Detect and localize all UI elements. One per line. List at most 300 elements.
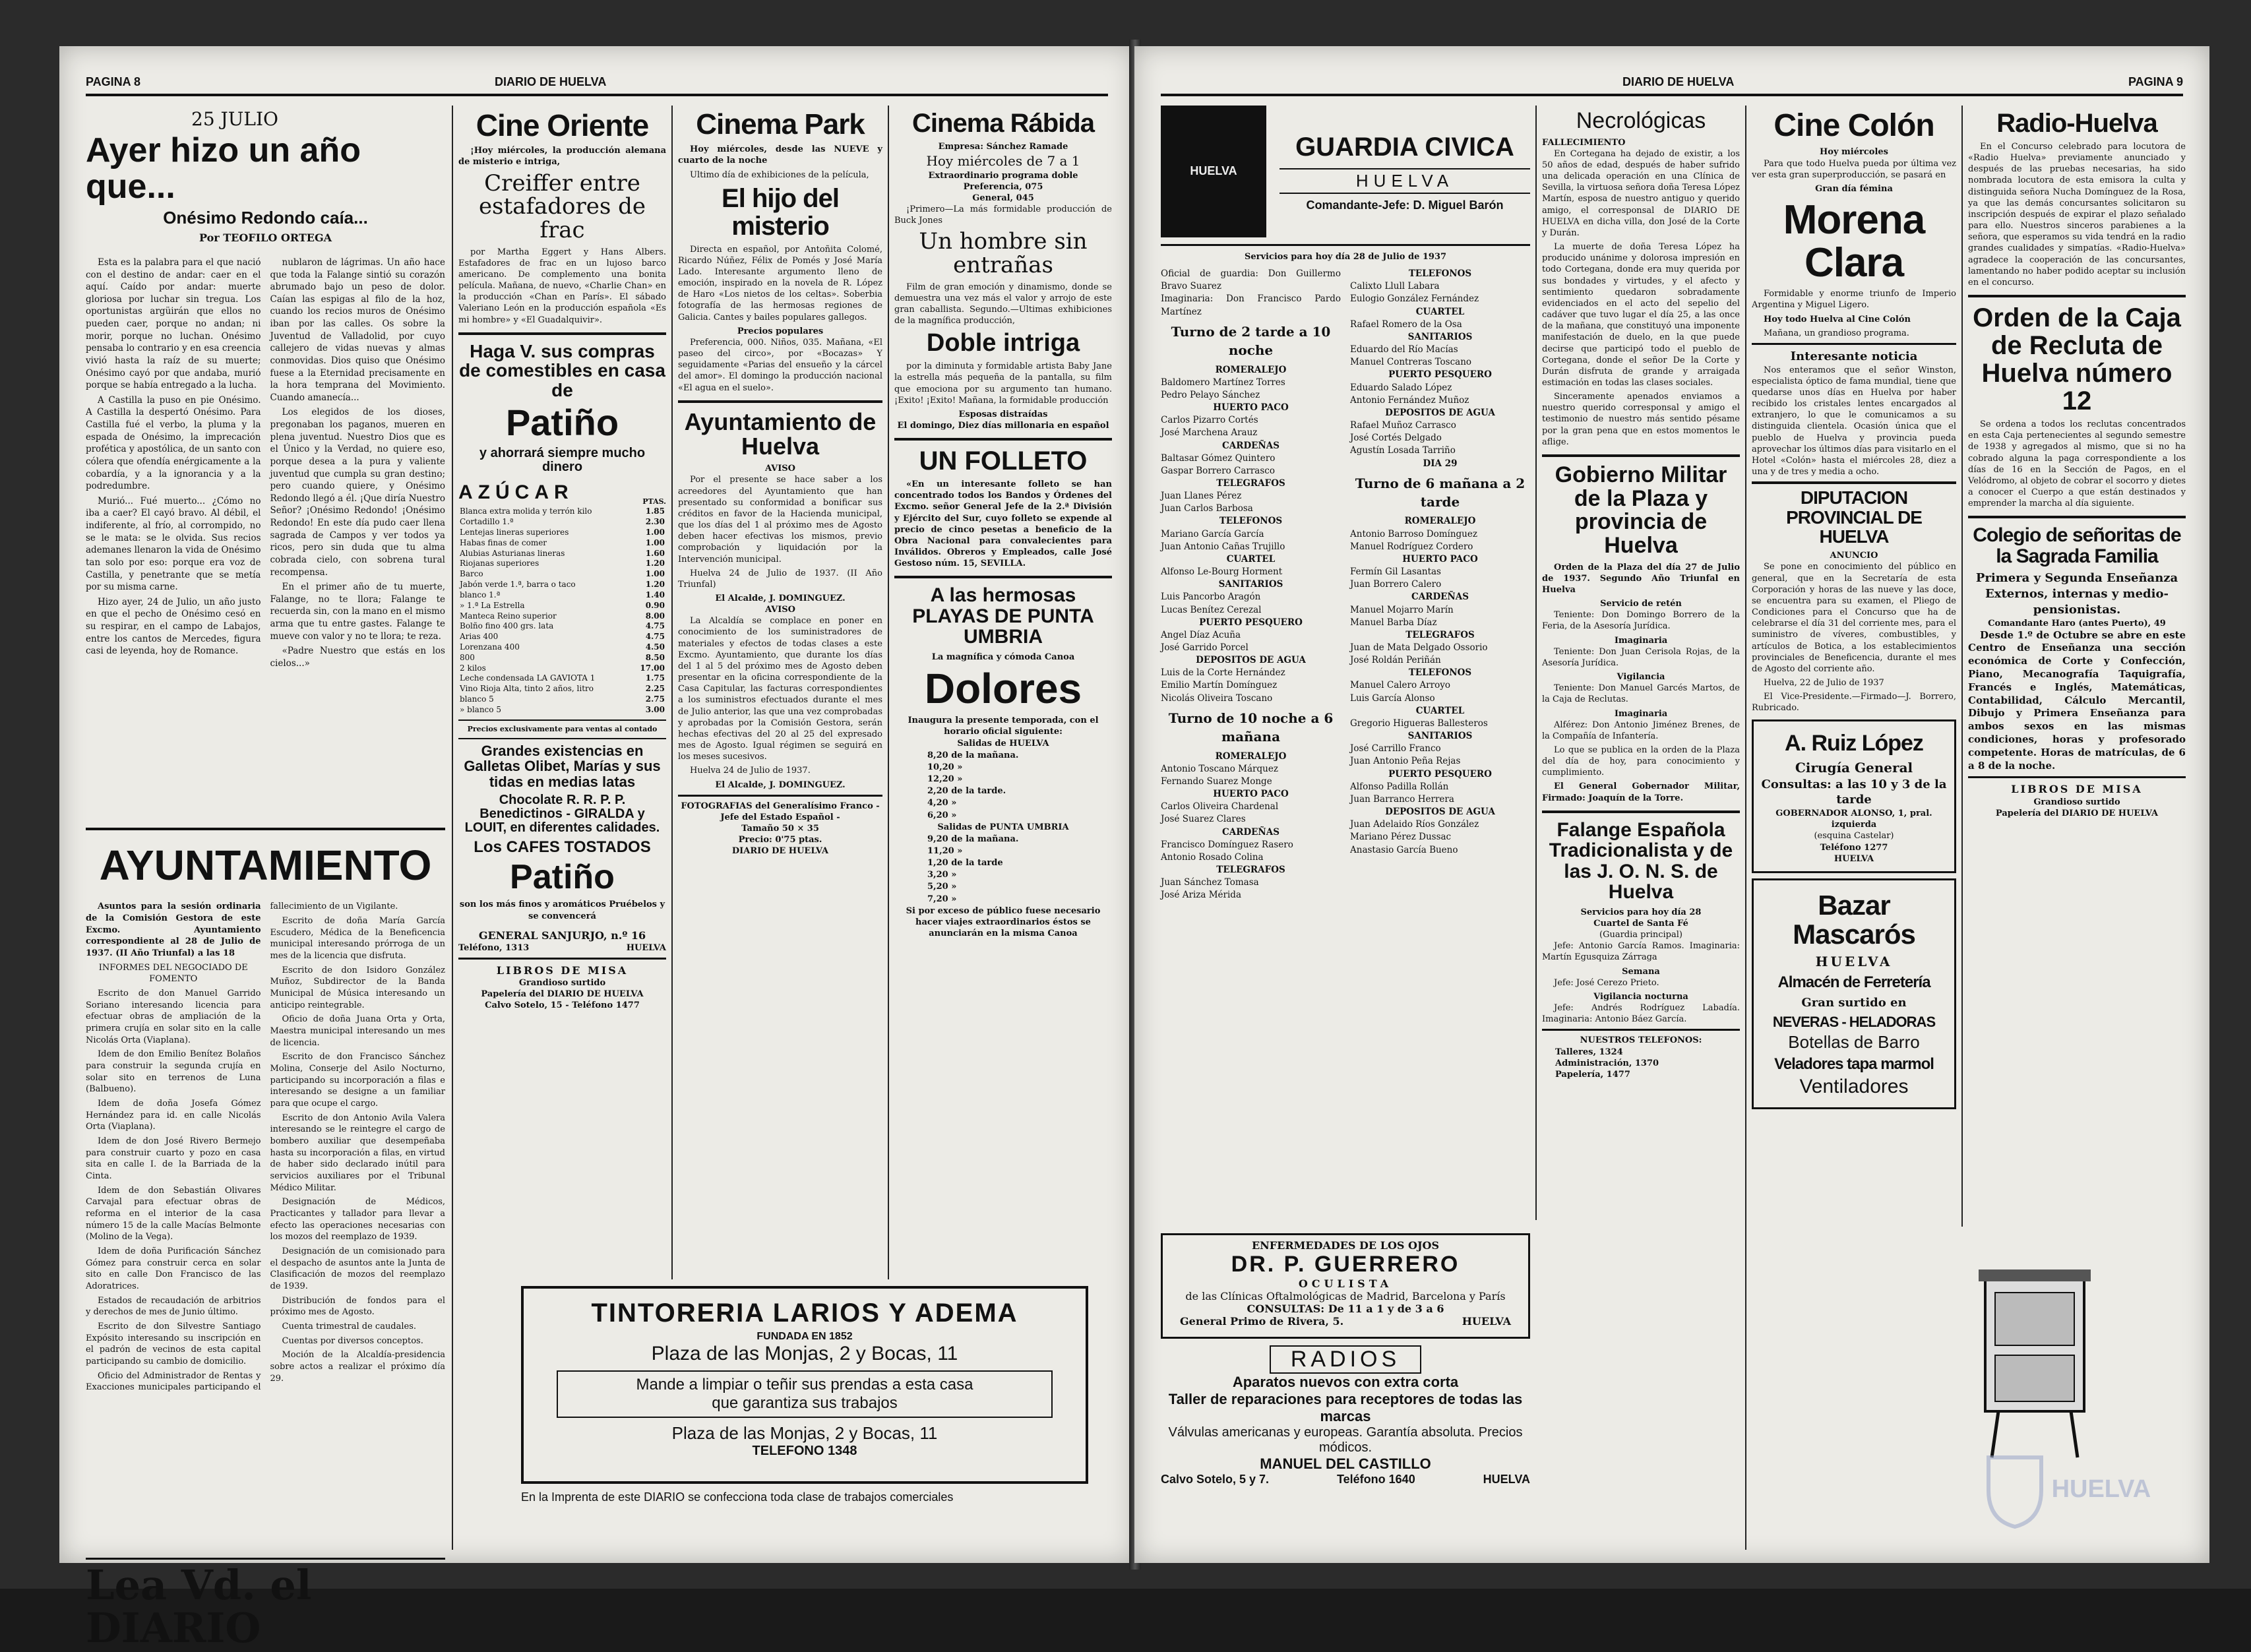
guardia-name: Fernando Suarez Monge bbox=[1161, 776, 1272, 787]
guardia-services: Servicios para hoy día 28 de Julio de 1937 bbox=[1244, 252, 1447, 262]
price-row bbox=[458, 590, 666, 601]
bazar-line: NEVERAS - HELADORAS bbox=[1772, 1014, 1936, 1031]
ayuntamiento-item: Idem de don Sebastián Olivares Carvajal para efectuar obras de reforma en el interior de la casa número 15 de la calle Macías Belmonte (Molino de la Vega). bbox=[86, 1185, 261, 1242]
price-table bbox=[458, 506, 666, 716]
right-column-2 bbox=[1542, 106, 1740, 1550]
price-row bbox=[458, 621, 666, 632]
guardia-heading: SANITARIOS bbox=[1407, 331, 1473, 342]
price-row bbox=[458, 684, 666, 694]
guardia-name: Antonio Rosado Colina bbox=[1161, 851, 1264, 863]
folleto-text: «En un interesante folleto se han concentrado todos los Bandos y Órdenes del Excmo. señor General Jefe de la 2.ª División y Ejército del Sur, cuyo folleto se expende al precio de cinco pesetas a beneficio de la Obra Nacional para convalecientes para Inválidos. Obreros y Empleados, calle José Gestoso núm. 15, SEVILLA. bbox=[894, 479, 1112, 569]
price-value: 2.30 bbox=[645, 517, 665, 527]
watermark-text: HUELVA bbox=[2051, 1475, 2151, 1504]
guardia-name: Pedro Pelayo Sánchez bbox=[1161, 389, 1260, 400]
guardia-name: Juan Barranco Herrera bbox=[1350, 793, 1454, 805]
necrologicas-text: Sinceramente apenados enviamos a nuestro querido corresponsal y amigo el testimonio de nuestro más sentido pésame por la gran pena que en estos momentos le aflige. bbox=[1542, 392, 1740, 447]
left-column-2 bbox=[458, 106, 666, 1279]
guardia-heading: SANITARIOS bbox=[1218, 579, 1283, 590]
tintoreria-title: TINTORERIA LARIOS Y ADEMA bbox=[591, 1299, 1018, 1328]
article-paragraph: Murió... Fué muerto... ¿Cómo no iba a caer? El cayó bravo. Al débil, el indiferente, al frío, al corrompido, no se le mata: se le olvida. Sus recios ademanes llenaron la vida de Onésimo tan solo por eso: porque era voz de Castilla, y penetrante que se metía por su misma carne. bbox=[86, 495, 261, 593]
guardia-chief: Comandante-Jefe: D. Miguel Barón bbox=[1306, 198, 1504, 212]
guardia-name: Oficial de guardia: Don Guillermo Bravo Suarez bbox=[1161, 268, 1341, 292]
price-row bbox=[458, 611, 666, 622]
ayuntamiento-item: Escrito de don Francisco Sánchez Molina, Conserje del Asilo Nocturno, participando su incorporación a filas e interesando se designe a un familiar para que ocupe el cargo. bbox=[270, 1052, 445, 1109]
bazar-line: Gran surtido en bbox=[1801, 995, 1907, 1010]
guardia-name: Carlos Pizarro Cortés bbox=[1161, 415, 1258, 426]
ayuntamiento-intro: Asuntos para la sesión ordinaria de la Comisión Gestora de este Excmo. Ayuntamiento correspondiente al 28 de Julio de 1937. (II Año Triunfal) a las 18 bbox=[86, 902, 261, 958]
price-value: 2.25 bbox=[645, 684, 665, 694]
guardia-name: Alfonso Padilla Rollán bbox=[1350, 781, 1449, 792]
rabida-film-2: Doble intriga bbox=[926, 329, 1080, 357]
reclutas-text: Se ordena a todos los reclutas concentrados en esta Caja pertenecientes al segundo semestre de 1938 y agregados al mismo, que si no ha cobrado alguna la paga correspondiente a los días de 16 en la Sección de Pagos, en el Velódromo, al objeto de cobrar el socorro y dietes a conocer el Cuerpo a que están destinados y emprender la marcha al día siguiente. bbox=[1968, 419, 2186, 509]
patino-name: Patiño bbox=[505, 401, 619, 443]
guardia-heading: HUERTO PACO bbox=[1213, 402, 1289, 413]
cinema-park-film: El hijo del misterio bbox=[722, 183, 839, 241]
article-paragraph: «Padre Nuestro que estás en los cielos...» bbox=[270, 646, 445, 669]
aviso-label-2: AVISO bbox=[764, 605, 796, 615]
noticia-text: Nos enteramos que el señor Winston, especialista óptico de fama mundial, tiene que quedarse unos días en Huelva por haber recibido los cristales lentes encargados al extranjero, lo que le comunicamos a su distinguida clientela. Ocasión única que el pueblo de Huelva y provincia pueda aprovechar los últimos días para visitarlo en el Hotel «Colón» hasta el miércoles 28, diez a una y de tres y media a ocho. bbox=[1752, 365, 1956, 477]
noticia-title: Interesante noticia bbox=[1790, 349, 1918, 363]
fotografias-where: DIARIO DE HUELVA bbox=[731, 846, 829, 857]
guardia-name: José Cortés Delgado bbox=[1350, 433, 1442, 444]
rabida-film-3: Esposas distraídas bbox=[958, 409, 1048, 419]
departure-time: 2,20 de la tarde. bbox=[927, 786, 1006, 797]
patino-address: GENERAL SANJURJO, n.º 16 bbox=[478, 929, 646, 942]
ayuntamiento-item: Idem de doña Josefa Gómez Hernández para id. en calle Nicolás Orta (Viaplana). bbox=[86, 1098, 261, 1132]
ruiz-address-2: (esquina Castelar) bbox=[1814, 831, 1894, 841]
guardia-heading: CARDEÑAS bbox=[1411, 592, 1469, 603]
rabida-empresa: Empresa: Sánchez Ramade bbox=[938, 142, 1068, 152]
radios-address: Calvo Sotelo, 5 y 7. bbox=[1161, 1473, 1270, 1486]
falange-label: Semana bbox=[1622, 966, 1660, 977]
oculista-box: ENFERMEDADES DE LOS OJOS bbox=[1251, 1239, 1439, 1252]
departure-time: 6,20 » bbox=[927, 810, 957, 820]
price-row bbox=[458, 528, 666, 538]
article-paragraph: Esta es la palabra para el que nació con el destino de andar: caer en el aquí. Caído por andar: muerte gloriosa por luchar sin tregua. Los oportunistas argüirán que ellos no pueden caer, porque no andan; ni morir, porque no luchan. Onésimo pensaba lo contrario y en esa creencia vivió hasta la raíz de su muerte; Onésimo cayó por que andaba, murió porque se había entregado a la lucha. bbox=[86, 257, 261, 391]
price-value: 4.75 bbox=[645, 632, 665, 642]
guardia-heading: DEPOSITOS DE AGUA bbox=[1385, 807, 1495, 818]
guardia-name: Manuel Calero Arroyo bbox=[1350, 680, 1450, 691]
price-item: Barco bbox=[460, 569, 483, 579]
radios-line: Taller de reparaciones para receptores de todas las marcas bbox=[1168, 1391, 1523, 1424]
cine-colon-text: Para que todo Huelva pueda por última vez ver esta gran superproducción, se pasará en bbox=[1752, 158, 1956, 180]
cine-oriente-title: Cine Oriente bbox=[476, 108, 649, 142]
cinema-park-prices-title: Precios populares bbox=[737, 326, 824, 336]
guardia-name: Luis de la Corte Hernández bbox=[1161, 667, 1285, 679]
guardia-name: Fermín Gil Lasantas bbox=[1350, 566, 1441, 578]
falange-text: Jefe: Andrés Rodríguez Labadía. Imaginaria: Antonio Báez García. bbox=[1542, 1003, 1740, 1025]
colegio-title: Colegio de señoritas de la Sagrada Familia bbox=[1973, 524, 2181, 567]
ayuntamiento-item: Escrito de don Silvestre Santiago Expósito interesando su inscripción en el padrón de vecinos de esta capital participando su cambio de domicilio. bbox=[86, 1322, 261, 1367]
playas-note: Si por exceso de público fuese necesario hacer viajes extraordinarios éstos se anunciarán en la misma Canoa bbox=[906, 905, 1101, 939]
fotografias-size: Tamaño 50 × 35 bbox=[741, 823, 819, 834]
price-row bbox=[458, 538, 666, 549]
oculista-city: HUELVA bbox=[1462, 1315, 1511, 1328]
masthead-small: DIARIO DE HUELVA bbox=[495, 75, 607, 88]
departure-time: 8,20 de la mañana. bbox=[927, 750, 1019, 760]
cine-oriente-intro: ¡Hoy miércoles, la producción alemana de misterio e intriga, bbox=[458, 146, 666, 168]
guardia-name: Mariano Pérez Dussac bbox=[1350, 832, 1452, 843]
playas-text: Inaugura la presente temporada, con el horario oficial siguiente: bbox=[908, 716, 1099, 737]
shield-icon bbox=[1985, 1451, 2045, 1530]
radios-phone: Teléfono 1640 bbox=[1337, 1473, 1415, 1486]
guardia-name: Juan Antonio Cañas Trujillo bbox=[1161, 541, 1285, 552]
falange-text: Jefe: Antonio García Ramos. Imaginaria: Martín Egusquiza Zárraga bbox=[1542, 941, 1740, 963]
cine-oriente-film: Creiffer entre estafadores de frac bbox=[478, 169, 646, 243]
salidas-punta-title: Salidas de PUNTA UMBRIA bbox=[937, 822, 1069, 832]
guardia-heading: PUERTO PESQUERO bbox=[1388, 768, 1492, 780]
article-paragraph: nublaron de lágrimas. Un año hace que toda la Falange sintió su corazón abrumado bajo un peso de dolor. Caían las espigas al filo de la hoz, cuando los recios muros de Onésimo iban por las calles. Os sobre la Juventud de Valladolid, por cuyo callejero de vidas nuevas y almas conmovidas. Dios quiso que Onésimo fuese a la Eternidad precisamente en la hora temprana del Movimiento. Cuando amanecía... bbox=[270, 257, 445, 403]
ptas-label: PTAS. bbox=[642, 497, 666, 506]
ayuntamiento-item: Escrito de don Isidoro González Muñoz, Subdirector de la Banda Municipal de Música interesando un anticipo reintegrable. bbox=[270, 965, 445, 1010]
price-row bbox=[458, 663, 666, 674]
falange-services: Servicios para hoy día 28 bbox=[1580, 907, 1702, 917]
cinema-park-title: Cinema Park bbox=[696, 108, 865, 140]
article-byline: Por TEOFILO ORTEGA bbox=[199, 231, 332, 244]
price-row bbox=[458, 580, 666, 590]
playas-title: A las hermosas PLAYAS DE PUNTA UMBRIA bbox=[912, 584, 1094, 648]
ruiz-name: A. Ruiz López bbox=[1785, 730, 1923, 756]
gobierno-label: Vigilancia bbox=[1617, 672, 1665, 683]
falange-guard: (Guardia principal) bbox=[1599, 930, 1682, 940]
ayuntamiento-item: Cuenta trimestral de caudales. bbox=[282, 1322, 417, 1332]
price-item: blanco 5 bbox=[460, 694, 494, 704]
gobierno-order: Orden de la Plaza del día 27 de Julio de 1937. Segundo Año Triunfal en Huelva bbox=[1542, 562, 1740, 595]
guardia-name: Manuel Barba Díaz bbox=[1350, 617, 1437, 628]
tintoreria-founded: FUNDADA EN 1852 bbox=[756, 1331, 853, 1342]
ayuntamiento-item: Moción de la Alcaldía-presidencia sobre actos a realizar el próximo día 29. bbox=[270, 1350, 445, 1384]
reclutas-title: Orden de la Caja de Recluta de Huelva número 12 bbox=[1973, 303, 2181, 416]
dolores-name: Dolores bbox=[924, 665, 1082, 713]
right-page bbox=[1134, 46, 2209, 1563]
gobierno-text: Alférez: Don Antonio Jiménez Brenes, de la Compañía de Infantería. bbox=[1542, 719, 1740, 741]
guardia-name: Manuel Rodríguez Cordero bbox=[1350, 541, 1473, 552]
guardia-name: Juan Carlos Barbosa bbox=[1161, 503, 1253, 514]
rabida-program: Extraordinario programa doble bbox=[928, 170, 1078, 181]
price-value: 17.00 bbox=[640, 663, 665, 673]
ayuntamiento-item: Escrito de don Manuel Garrido Soriano interesando licencia para efectuar obras de ampliación de la primera crujía en solar sito en la calle Nicolás Orta (Viaplana). bbox=[86, 988, 261, 1045]
radios-line: Válvulas americanas y europeas. Garantía absoluta. Precios módicos. bbox=[1168, 1425, 1523, 1455]
article-body bbox=[86, 257, 445, 824]
cine-colon-today: Hoy miércoles bbox=[1820, 147, 1888, 158]
folleto-title: UN FOLLETO bbox=[919, 446, 1088, 476]
gobierno-title: Gobierno Militar de la Plaza y provincia de Huelva bbox=[1555, 462, 1727, 558]
guardia-heading: CUARTEL bbox=[1226, 553, 1276, 565]
price-row bbox=[458, 506, 666, 517]
cine-colon-text: Mañana, un grandioso programa. bbox=[1764, 328, 1909, 338]
oculista-text: de las Clínicas Oftalmológicas de Madrid, Barcelona y París bbox=[1185, 1290, 1506, 1302]
guardia-heading: PUERTO PESQUERO bbox=[1388, 369, 1492, 381]
guardia-name: Antonio Fernández Muñoz bbox=[1350, 394, 1469, 406]
article-title: Ayer hizo un año que... bbox=[86, 131, 361, 206]
right-page-header bbox=[1161, 73, 2183, 96]
rabida-title: Cinema Rábida bbox=[912, 109, 1094, 138]
tintoreria-address-2: Plaza de las Monjas, 2 y Bocas, 11 bbox=[671, 1423, 938, 1443]
departure-time: 9,20 de la mañana. bbox=[927, 834, 1019, 844]
falange-text: Jefe: José Cerezo Prieto. bbox=[1554, 977, 1659, 988]
price-item: Manteca Reino superior bbox=[460, 611, 557, 621]
guardia-heading: TELEFONOS bbox=[1219, 516, 1283, 527]
ayuntamiento-item: Escrito de doña María García Escudero, Médica de la Beneficencia municipal interesando prórroga de un mes de la licencia que disfruta. bbox=[270, 915, 445, 961]
guardia-name: Francisco Domínguez Rasero bbox=[1161, 839, 1293, 850]
price-row bbox=[458, 569, 666, 580]
article-subtitle: Onésimo Redondo caía... bbox=[163, 207, 368, 228]
rabida-text-4: El domingo, Diez días millonaria en español bbox=[897, 421, 1109, 431]
playas-sub: La magnífica y cómoda Canoa bbox=[931, 652, 1075, 662]
departure-time: 5,20 » bbox=[927, 882, 957, 892]
colegio-text: Desde 1.º de Octubre se abre en este Centro de Enseñanza una sección económica de Corte y Confección, Piano, Mecanografía Taquigrafía, Francés e Inglés, Matemáticas, Contabilidad, Cálculo Mercantil, Dibujo y Primera Enseñanza para ambos sexos en las mismas condiciones, horas y profesorado competente. Horas de matrículas, de 6 a 8 de la noche. bbox=[1968, 628, 2186, 772]
necrologicas-sub: FALLECIMIENTO bbox=[1542, 137, 1626, 148]
price-item: Cortadillo 1.ª bbox=[460, 517, 514, 527]
guardia-name: Juan Adelaido Ríos González bbox=[1350, 819, 1479, 830]
gobierno-text: Lo que se publica en la orden de la Plaza del día de hoy, para conocimiento y cumplimiento. bbox=[1542, 745, 1740, 778]
price-item: blanco 1.ª bbox=[460, 590, 501, 599]
guardia-name: José Marchena Arauz bbox=[1161, 427, 1258, 439]
guardia-heading: Turno de 6 mañana a 2 tarde bbox=[1355, 475, 1526, 510]
cinema-park-prices-text: Preferencia, 000. Niños, 035. Mañana, «El paseo del circo», por «Bocazas» Y seguidamente «Parias del ensueño y la cárcel del amor». El domingo la producción nacional «El agua en el suelo». bbox=[678, 337, 882, 393]
patino-name-2: Patiño bbox=[510, 857, 615, 896]
date-label: 25 JULIO bbox=[191, 108, 278, 130]
aviso-text: Por el presente se hace saber a los acreedores del Ayuntamiento que han presentado su conformidad a bonificar sus créditos en favor de la Hacienda municipal, que los días del 1 al próximo mes de Agosto deben hacer efectivas los mismos, previo comprobación y liquidación por la Intervención municipal. bbox=[678, 475, 882, 565]
guardia-name: Baltasar Gómez Quintero bbox=[1161, 452, 1276, 464]
guardia-name: Luis García Alonso bbox=[1350, 692, 1435, 704]
colegio-sub: Primera y Segunda Enseñanza Externos, internas y medio-pensionistas. bbox=[1975, 571, 2178, 617]
ayuntamiento-item: Escrito de don Antonio Avila Valera interesando se le reintegre el cargo de bombero auxiliar que desempeñaba hasta su incorporación a filas, en virtud de haber sido declarado inútil para servicios auxiliares por el Tribunal Médico Militar. bbox=[270, 1113, 445, 1193]
cafes-title: Los CAFES TOSTADOS bbox=[474, 838, 651, 856]
guardia-heading: DIA 29 bbox=[1423, 458, 1458, 469]
aviso-signature-2: El Alcalde, J. DOMINGUEZ. bbox=[715, 780, 846, 790]
price-item: Arias 400 bbox=[460, 632, 499, 642]
gobierno-sign: El General Gobernador Militar, Firmado: Joaquín de la Torre. bbox=[1542, 781, 1740, 803]
necrologicas-text: La muerte de doña Teresa López ha producido unánime y dolorosa impresión en todo Cortegana, donde era muy querida por sus bondades y virtudes, y el afecto y sentimiento quedaron sobradamente evidenciados en el acto del sepelio del cadáver que tuvo lugar el día 25, a las once de la mañana, que constituyó una imponente manifestación de duelo, en la que puede decirse que participó todo el pueblo de Cortegana, donde el señor De la Corte y Durán disfruta de grande y arraigada estimación en todas las clases sociales. bbox=[1542, 242, 1740, 388]
article-paragraph: En el primer año de tu muerte, Falange, no te llora; Falange te recuerda sin, con la mano en el mismo arma que tu entre gastes. Falange te mueve con valor y no te llora; te reza. bbox=[270, 582, 445, 642]
oculista-address: General Primo de Rivera, 5. bbox=[1180, 1315, 1344, 1328]
oculista-hours: CONSULTAS: De 11 a 1 y de 3 a 6 bbox=[1247, 1302, 1444, 1315]
patino-lead: Haga V. sus compras de comestibles en casa de bbox=[459, 340, 665, 400]
price-value: 1.40 bbox=[645, 590, 665, 599]
price-item: Vino Rioja Alta, tinto 2 años, litro bbox=[460, 684, 594, 694]
guardia-heading: CUARTEL bbox=[1415, 705, 1465, 716]
guardia-heading: PUERTO PESQUERO bbox=[1199, 617, 1303, 628]
article-paragraph: Hizo ayer, 24 de Julio, un año justo en que el pecho de Onésimo cesó en su respirar, en el campo de Labajos, entre los cantos de Mercedes, figura casi de leyenda, hoy de Romance. bbox=[86, 596, 261, 657]
guardia-name: Manuel Contreras Toscano bbox=[1350, 357, 1472, 368]
left-column-1 bbox=[86, 106, 445, 1652]
guardia-city: HUELVA bbox=[1280, 168, 1530, 193]
guardia-heading: DEPOSITOS DE AGUA bbox=[1196, 655, 1306, 666]
guardia-name: Manuel Mojarro Marín bbox=[1350, 604, 1454, 615]
price-item: Lorenzana 400 bbox=[460, 642, 520, 652]
price-item: Blanca extra molida y terrón kilo bbox=[460, 506, 592, 516]
oculista-title: OCULISTA bbox=[1298, 1277, 1393, 1290]
article-paragraph: A Castilla la puso en pie Onésimo. A Castilla la despertó Onésimo. Para Castilla fué el verbo, la pluma y la espada de Onésimo, la imprecación profética y apostólica, de un santo con cólera que ofendía enérgicamente a la cobardía, y a la ignorancia y a la podredumbre. bbox=[86, 394, 261, 492]
price-value: 1.20 bbox=[645, 580, 665, 590]
guardia-name: Imaginaria: Don Francisco Pardo Martínez bbox=[1161, 293, 1341, 317]
price-value: 4.75 bbox=[645, 621, 665, 631]
patino-phone: Teléfono, 1313 bbox=[458, 942, 530, 953]
price-value: 8.50 bbox=[645, 652, 665, 662]
price-row bbox=[458, 673, 666, 684]
radio-huelva-title: Radio-Huelva bbox=[1996, 109, 2157, 138]
guardia-name: Gregorio Higueras Ballesteros bbox=[1350, 718, 1488, 729]
bazar-line: Almacén de Ferretería bbox=[1777, 973, 1930, 992]
refrigerator-illustration-icon bbox=[1959, 1253, 2111, 1464]
guardia-heading: DEPOSITOS DE AGUA bbox=[1385, 407, 1495, 418]
diputacion-sub: ANUNCIO bbox=[1830, 551, 1878, 561]
aviso-text-2: La Alcaldía se complace en poner en conocimiento de los suministradores de materiales y efectos de todas clases a este Excmo. Ayuntamiento, que durante los días del 1 al 5 del próximo mes de Agosto deben presentar en la oficina correspondiente de la Casa Capitular, las facturas correspondientes a los suministros efectuados durante el mes de Julio anterior, las que una vez comprobadas y aprobadas por la Comisión Gestora, serán hechas efectivas del 20 al 25 del expresado mes de Agosto. Igual régimen se seguirá en los meses sucesivos. bbox=[678, 616, 882, 762]
libros-title: LIBROS DE MISA bbox=[496, 964, 629, 977]
diputacion-title: DIPUTACION PROVINCIAL DE HUELVA bbox=[1786, 487, 1922, 547]
guardia-name: Antonio Toscano Márquez bbox=[1161, 763, 1278, 774]
price-item: Bolño fino 400 grs. lata bbox=[460, 621, 554, 631]
ayuntamiento-item: Cuentas por diversos conceptos. bbox=[282, 1335, 423, 1346]
price-value: 0.90 bbox=[645, 600, 665, 610]
guardia-heading: HUERTO PACO bbox=[1402, 553, 1478, 565]
cafes-text: son los más finos y aromáticos Pruébelos y se convencerá bbox=[459, 900, 665, 921]
guardia-title: GUARDIA CIVICA bbox=[1295, 132, 1514, 162]
guardia-heading: SANITARIOS bbox=[1407, 731, 1473, 742]
falange-cuartel: Cuartel de Santa Fé bbox=[1593, 918, 1688, 929]
guardia-heading: TELEGRAFOS bbox=[1216, 864, 1285, 875]
cinema-park-text: Directa en español, por Antoñita Colomé, Ricardo Núñez, Félix de Pomés y José María Lado. Interesante argumento lleno de emoción, inspirado en la novela de R. López de Haro «Los nietos de los celtas». Soberbia fotografía de las hermosas regiones de Galicia. Cantes y bailes populares gallegos. bbox=[678, 244, 882, 322]
guardia-name: Emilio Martín Domínguez bbox=[1161, 680, 1278, 691]
stock-note: Grandes existencias en Galletas Olibet, Marías y sus tidas en medias latas bbox=[464, 743, 661, 790]
guardia-name: Calixto Llull Labara bbox=[1350, 281, 1440, 292]
gobierno-label: Imaginaria bbox=[1614, 708, 1668, 719]
tintoreria-slogan-2: que garantiza sus trabajos bbox=[712, 1394, 898, 1412]
radios-city: HUELVA bbox=[1483, 1473, 1530, 1486]
guardia-heading: TELEFONOS bbox=[1408, 667, 1472, 679]
morena-clara-film: Morena Clara bbox=[1783, 197, 1925, 286]
departure-time: 12,20 » bbox=[927, 774, 963, 785]
departure-time: 1,20 de la tarde bbox=[927, 858, 1003, 869]
gobierno-text: Teniente: Don Juan Cerisola Rojas, de la Asesoría Jurídica. bbox=[1542, 646, 1740, 668]
price-row bbox=[458, 601, 666, 611]
guardia-list-2 bbox=[1350, 268, 1530, 902]
salidas-huelva-title: Salidas de HUELVA bbox=[957, 738, 1049, 749]
right-column-3 bbox=[1752, 106, 1956, 1550]
bazar-line: Ventiladores bbox=[1799, 1075, 1909, 1097]
falange-title: Falange Española Tradicionalista y de las J. O. N. S. de Huelva bbox=[1549, 818, 1733, 903]
ruiz-address: GOBERNADOR ALONSO, 1, pral. izquierda bbox=[1775, 809, 1932, 830]
guardia-name: Nicolás Oliveira Toscano bbox=[1161, 692, 1273, 704]
price-value: 1.20 bbox=[645, 559, 665, 568]
phone-line: Papelería, 1477 bbox=[1555, 1069, 1630, 1080]
guardia-name: Juan Llanes Pérez bbox=[1161, 491, 1242, 502]
ayuntamiento-item: Idem de don José Rivero Bermejo para construir cuarto y pozo en casa sita en calle I. de la Barriada de la Cinta. bbox=[86, 1136, 261, 1181]
diputacion-date: Huelva, 22 de Julio de 1937 bbox=[1764, 678, 1884, 688]
price-row bbox=[458, 642, 666, 653]
ayuntamiento-item: Oficio de doña Juana Orta y Orta, Maestra municipal interesando un mes de licencia. bbox=[270, 1014, 445, 1048]
ayuntamiento-item: Oficio del Administrador de Rentas y Exacciones municipales participando el fallecimiento de un Vigilante. bbox=[86, 902, 398, 1393]
libros-sub: Grandioso surtido bbox=[518, 978, 606, 989]
cash-note: Precios exclusivamente para ventas al contado bbox=[467, 724, 658, 733]
departure-time: 7,20 » bbox=[927, 894, 957, 904]
diputacion-sign: El Vice-Presidente.—Firmado—J. Borrero, Rubricado. bbox=[1752, 692, 1956, 714]
guardia-heading: CARDEÑAS bbox=[1222, 826, 1280, 838]
cine-colon-title: Cine Colón bbox=[1773, 108, 1934, 143]
tintoreria-phone: TELEFONO 1348 bbox=[752, 1444, 857, 1458]
ayuntamiento-item: Idem de doña Purificación Sánchez Gómez para construir cerca en solar sito en calle Don Francisco de las Adoratrices. bbox=[86, 1246, 261, 1291]
ayuntamiento-body bbox=[86, 901, 445, 1554]
price-item: 800 bbox=[460, 652, 475, 662]
radios-title: RADIOS bbox=[1270, 1345, 1421, 1374]
page-number: PAGINA 8 bbox=[86, 75, 141, 88]
price-value: 3.00 bbox=[645, 704, 665, 714]
guardia-heading: Turno de 2 tarde a 10 noche bbox=[1171, 323, 1331, 359]
masthead-small: DIARIO DE HUELVA bbox=[1622, 75, 1735, 88]
price-item: Habas finas de comer bbox=[460, 537, 547, 547]
guardia-name: Baldomero Martínez Torres bbox=[1161, 377, 1285, 388]
ayuntamiento-item: Designación de Médicos, Practicantes y tallador para llevar a efecto las operaciones necesarias con los mozos del reemplazo de 1939. bbox=[270, 1197, 445, 1242]
huelva-coat-of-arms-icon bbox=[1161, 106, 1266, 237]
logo-text: HUELVA bbox=[1190, 164, 1237, 178]
guardia-heading: CUARTEL bbox=[1415, 306, 1465, 317]
departure-time: 10,20 » bbox=[927, 762, 963, 772]
lea-diario-ad: Lea Vd. el DIARIO bbox=[86, 1561, 312, 1652]
price-value: 2.75 bbox=[645, 694, 665, 704]
price-item: Jabón verde 1.ª, barra o taco bbox=[460, 580, 576, 590]
price-value: 4.50 bbox=[645, 642, 665, 652]
fotografias-title: FOTOGRAFIAS del Generalísimo Franco - Jefe del Estado Español - bbox=[681, 801, 880, 822]
guardia-name: Eulogio González Fernández bbox=[1350, 293, 1479, 305]
aviso-signature: El Alcalde, J. DOMINGUEZ. bbox=[715, 594, 846, 603]
ayuntamiento-item: Distribución de fondos para el próximo mes de Agosto. bbox=[270, 1295, 445, 1318]
guardia-heading: TELEGRAFOS bbox=[1405, 629, 1475, 640]
libros-where: Papelería del DIARIO DE HUELVA bbox=[481, 989, 644, 1000]
guardia-civica bbox=[1161, 106, 1530, 1220]
chocolate-note: Chocolate R. R. P. P. Benedictinos - GIRALDA y LOUIT, en diferentes calidades. bbox=[464, 792, 660, 835]
libros-sub: Grandioso surtido bbox=[2033, 797, 2120, 807]
left-column-4 bbox=[894, 106, 1112, 1279]
guardia-heading: HUERTO PACO bbox=[1213, 789, 1289, 800]
price-value: 1.00 bbox=[645, 527, 665, 537]
price-item: Leche condensada LA GAVIOTA 1 bbox=[460, 673, 596, 683]
falange-label: Vigilancia nocturna bbox=[1593, 991, 1688, 1002]
price-item: 2 kilos bbox=[460, 663, 486, 673]
colegio-address: Comandante Haro (antes Puerto), 49 bbox=[1988, 618, 2166, 628]
guardia-name: Eduardo del Río Macías bbox=[1350, 344, 1458, 355]
radio-huelva-text: En el Concurso celebrado para locutora de «Radio Huelva» previamente anunciado y después de las pruebas necesarias, ha sido nombrada locutora de esta emisora la culta y distinguida señora Nucha Domínguez de la Rosa, ya que las demás concursantes solicitaron su inscripción después de expirar el plazo señalado para ello. Nuestros sinceros parabienes a la señora, que esperamos su vida tendrá en la radio grandes cualidades y simpatías. «Radio-Huelva» agradece la cooperación de las concursantes, lamentando no haber podido aceptar su inclusión en el concurso. bbox=[1968, 142, 2186, 288]
oculista-name: DR. P. GUERRERO bbox=[1231, 1252, 1460, 1277]
sugar-label: AZÚCAR bbox=[458, 481, 574, 503]
cinema-park-intro-2: Ultimo día de exhibiciones de la película, bbox=[690, 169, 869, 180]
price-row bbox=[458, 559, 666, 569]
price-value: 1.60 bbox=[645, 548, 665, 558]
radios-ad bbox=[1161, 1345, 1530, 1497]
salidas-punta-list bbox=[894, 834, 1112, 905]
guardia-name: Juan Sánchez Tomasa bbox=[1161, 877, 1259, 888]
telefonos-list bbox=[1542, 1047, 1740, 1080]
guardia-name: Lucas Benítez Cerezal bbox=[1161, 604, 1262, 615]
aviso-date: Huelva 24 de Julio de 1937. (II Año Triunfal) bbox=[678, 568, 882, 590]
price-value: 1.00 bbox=[645, 569, 665, 579]
rabida-text-2: Film de gran emoción y dinamismo, donde se demuestra una vez más el valor y arrojo de este gran caballista. Segundo.—Ultimas exhibiciones de la magnífica producción, bbox=[894, 282, 1112, 326]
rabida-pref: Preferencia, 075 bbox=[963, 181, 1043, 192]
libros-title: LIBROS DE MISA bbox=[2011, 783, 2143, 796]
phone-line: Talleres, 1324 bbox=[1555, 1047, 1623, 1057]
cine-colon-fem: Gran día fémina bbox=[1815, 183, 1893, 194]
tintoreria-ad bbox=[521, 1286, 1088, 1484]
ruiz-title: Cirugía General bbox=[1795, 760, 1913, 776]
necrologicas-title: Necrológicas bbox=[1576, 108, 1706, 133]
necrologicas-text: En Cortegana ha dejado de existir, a los 50 años de edad, después de haber sufrido una delicada operación en una Clínica de Sevilla, la virtuosa señora doña Teresa López Martín, esposa de nuestro antiguo y querido amigo, el corresponsal de DIARIO DE HUELVA en dicha villa, don José de la Corte y Durán. bbox=[1542, 148, 1740, 238]
cine-oriente-text: por Martha Eggert y Hans Albers. Estafadores de frac en un lujoso barco americano. De complemento una bonita película. Mañana, de nuevo, «Charlie Chan» en la producción «Chan en París». El sábado Valeriano León en la producción española «Es mi hombre» y «El Guadalquivir». bbox=[458, 247, 666, 325]
guardia-heading: Turno de 10 noche a 6 mañana bbox=[1168, 710, 1334, 745]
price-value: 1.75 bbox=[645, 673, 665, 683]
rabida-intro: Hoy miércoles de 7 a 1 bbox=[926, 153, 1080, 169]
price-row bbox=[458, 653, 666, 663]
ayuntamiento-section: INFORMES DEL NEGOCIADO DE FOMENTO bbox=[98, 962, 248, 985]
